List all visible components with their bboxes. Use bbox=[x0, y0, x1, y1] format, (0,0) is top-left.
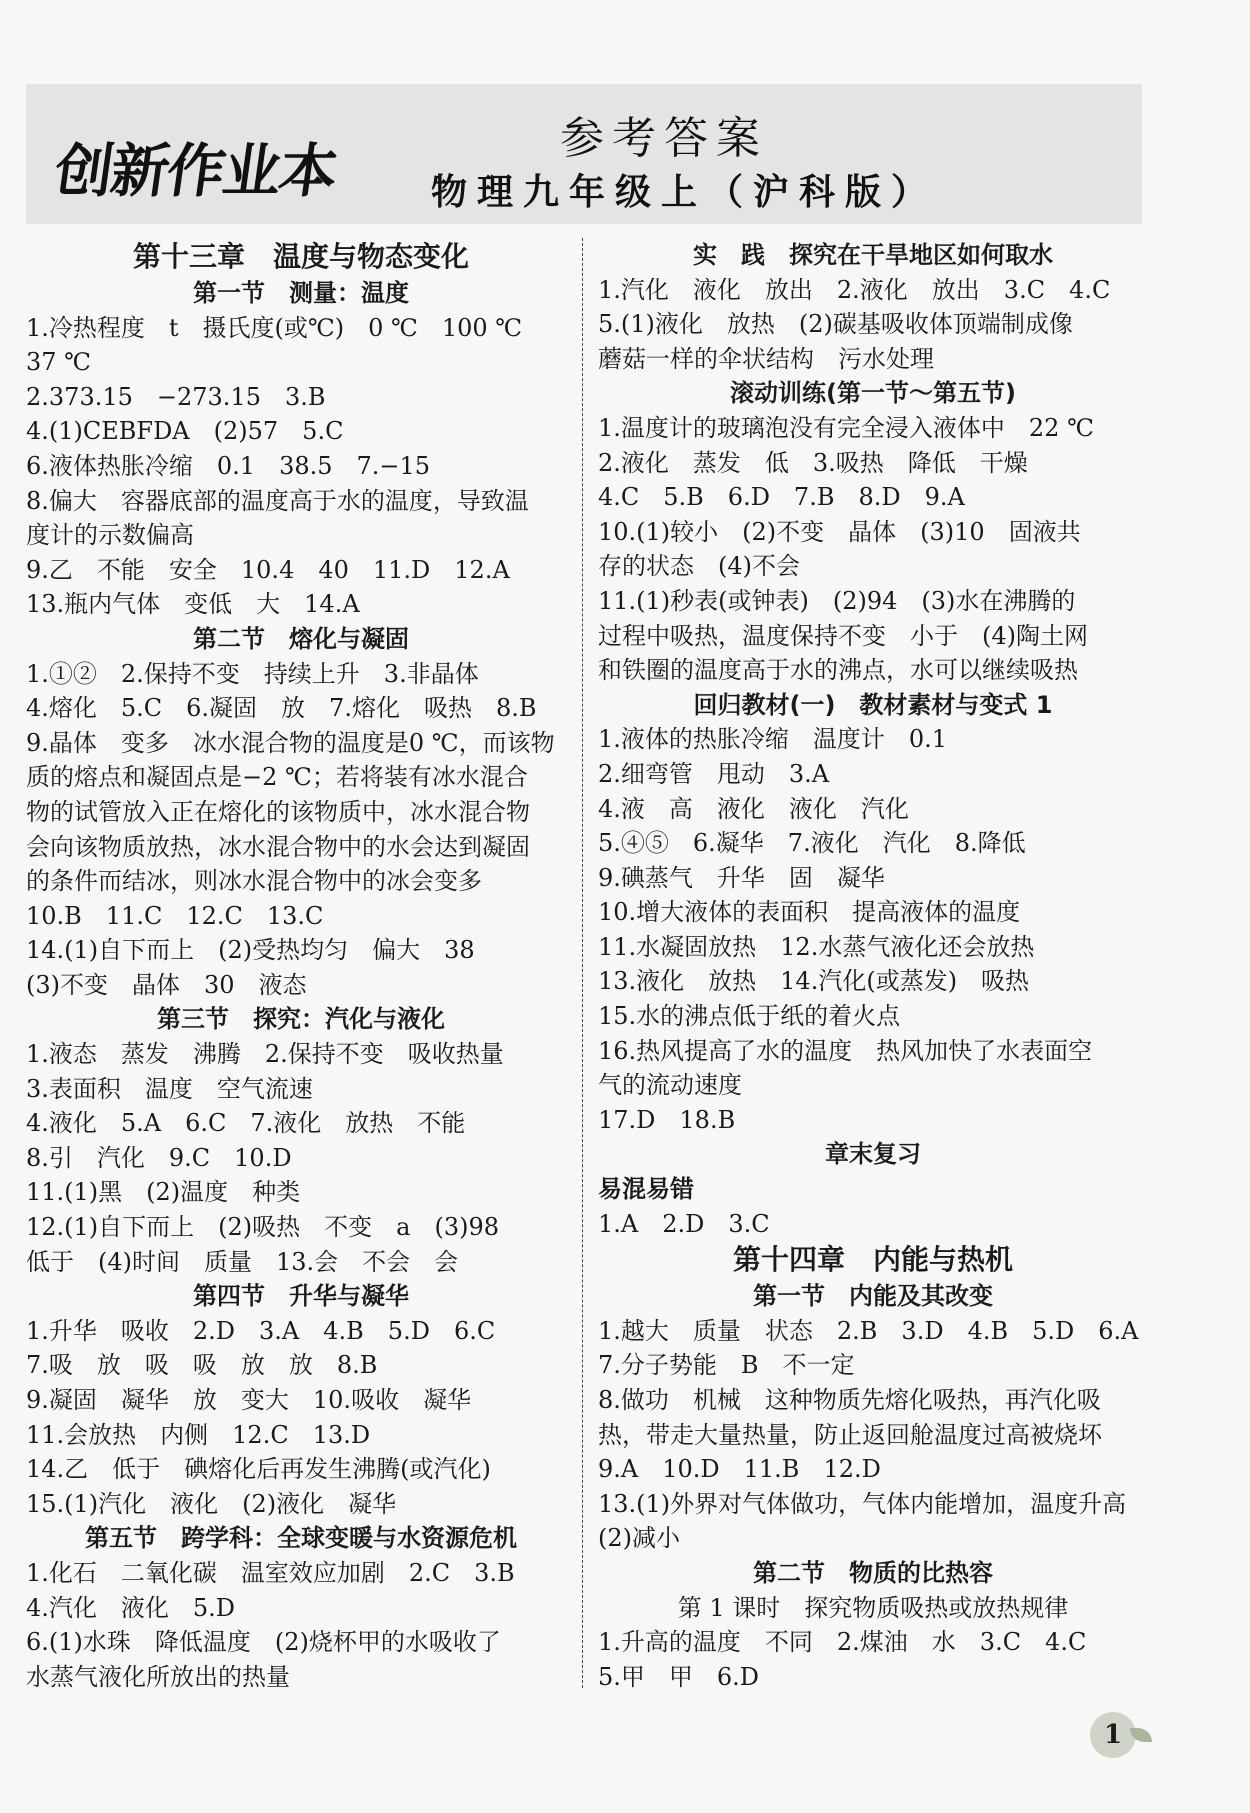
answer-line: 15.(1)汽化 液化 (2)液化 凝华 bbox=[26, 1489, 397, 1518]
answer-line: 9.晶体 变多 冰水混合物的温度是0 ℃，而该物 bbox=[26, 728, 555, 757]
answer-line: 11.(1)黑 (2)温度 种类 bbox=[26, 1178, 301, 1207]
answer-line: 1.A 2.D 3.C bbox=[598, 1209, 770, 1238]
answer-line: 10.增大液体的表面积 提高液体的温度 bbox=[598, 898, 1021, 927]
answer-line: 11.水凝固放热 12.水蒸气液化还会放热 bbox=[598, 932, 1035, 961]
section-heading: 第二节 物质的比热容 bbox=[753, 1558, 993, 1587]
answer-line: 水蒸气液化所放出的热量 bbox=[26, 1662, 290, 1691]
answer-line: 4.液化 5.A 6.C 7.液化 放热 不能 bbox=[26, 1109, 466, 1138]
answer-line: 2.细弯管 甩动 3.A bbox=[598, 759, 830, 788]
answer-line: 4.C 5.B 6.D 7.B 8.D 9.A bbox=[598, 483, 965, 512]
answer-line: 1.冷热程度 t 摄氏度(或℃) 0 ℃ 100 ℃ bbox=[26, 313, 523, 342]
answer-line: 13.瓶内气体 变低 大 14.A bbox=[26, 590, 360, 619]
answer-line: 9.碘蒸气 升华 固 凝华 bbox=[598, 863, 885, 892]
answer-line: 8.引 汽化 9.C 10.D bbox=[26, 1143, 292, 1172]
right-column bbox=[598, 238, 1148, 1694]
answer-line: 1.升高的温度 不同 2.煤油 水 3.C 4.C bbox=[598, 1628, 1087, 1657]
lesson-heading: 第 1 课时 探究物质吸热或放热规律 bbox=[677, 1593, 1069, 1622]
answer-line: 3.表面积 温度 空气流速 bbox=[26, 1074, 313, 1103]
page-subtitle: 物理九年级上（沪科版） bbox=[430, 171, 937, 213]
answer-line: 7.吸 放 吸 吸 放 放 8.B bbox=[26, 1351, 378, 1380]
answer-line: 蘑菇一样的伞状结构 污水处理 bbox=[598, 344, 934, 373]
answer-line: 物的试管放入正在熔化的该物质中，冰水混合物 bbox=[26, 797, 530, 826]
answer-line: 16.热风提高了水的温度 热风加快了水表面空 bbox=[598, 1036, 1093, 1065]
answer-line: 6.液体热胀冷缩 0.1 38.5 7.−15 bbox=[26, 451, 431, 480]
answer-line: 质的熔点和凝固点是−2 ℃；若将装有冰水混合 bbox=[26, 763, 528, 792]
answer-line: 和铁圈的温度高于水的沸点，水可以继续吸热 bbox=[598, 656, 1078, 685]
section-heading: 第二节 熔化与凝固 bbox=[193, 624, 409, 653]
answer-line: 1.①② 2.保持不变 持续上升 3.非晶体 bbox=[26, 659, 479, 688]
answer-line: 11.会放热 内侧 12.C 13.D bbox=[26, 1420, 371, 1449]
section-heading: 第三节 探究：汽化与液化 bbox=[157, 1005, 445, 1034]
answer-line: 8.做功 机械 这种物质先熔化吸热，再汽化吸 bbox=[598, 1386, 1101, 1414]
answer-line: 11.(1)秒表(或钟表) (2)94 (3)水在沸腾的 bbox=[598, 586, 1076, 615]
answer-line: 1.越大 质量 状态 2.B 3.D 4.B 5.D 6.A bbox=[598, 1316, 1139, 1345]
answer-line: 存的状态 (4)不会 bbox=[598, 552, 800, 581]
chapter-heading: 第十三章 温度与物态变化 bbox=[132, 240, 469, 273]
answer-line: 2.液化 蒸发 低 3.吸热 降低 干燥 bbox=[598, 448, 1028, 477]
section-heading: 第一节 内能及其改变 bbox=[753, 1282, 993, 1311]
answer-line: 2.373.15 −273.15 3.B bbox=[26, 382, 326, 411]
answer-line: 12.(1)自下而上 (2)吸热 不变 a (3)98 bbox=[26, 1213, 500, 1242]
answer-line: 4.(1)CEBFDA (2)57 5.C bbox=[26, 417, 344, 446]
answer-line: 4.熔化 5.C 6.凝固 放 7.熔化 吸热 8.B bbox=[26, 694, 537, 723]
answer-line: 会向该物质放热，冰水混合物中的水会达到凝固 bbox=[26, 832, 530, 861]
section-heading: 章末复习 bbox=[825, 1140, 921, 1169]
page-number: 1 bbox=[1090, 1712, 1136, 1758]
answer-line: 15.水的沸点低于纸的着火点 bbox=[598, 1002, 901, 1031]
answer-line: 9.A 10.D 11.B 12.D bbox=[598, 1455, 881, 1484]
answer-line: 5.④⑤ 6.凝华 7.液化 汽化 8.降低 bbox=[598, 829, 1026, 858]
answer-line: 1.液态 蒸发 沸腾 2.保持不变 吸收热量 bbox=[26, 1040, 504, 1069]
answer-line: 17.D 18.B bbox=[598, 1105, 736, 1134]
section-heading: 第一节 测量：温度 bbox=[193, 279, 409, 307]
section-heading: 实 践 探究在干旱地区如何取水 bbox=[693, 241, 1053, 269]
section-heading: 滚动训练(第一节～第五节) bbox=[730, 379, 1016, 408]
answer-line: 5.(1)液化 放热 (2)碳基吸收体顶端制成像 bbox=[598, 310, 1073, 339]
answer-line: 8.偏大 容器底部的温度高于水的温度，导致温 bbox=[26, 486, 529, 515]
section-heading: 回归教材(一) 教材素材与变式 1 bbox=[693, 690, 1053, 719]
answer-line: 37 ℃ bbox=[26, 348, 92, 377]
answer-line: (2)减小 bbox=[598, 1524, 680, 1553]
answer-line: 1.汽化 液化 放出 2.液化 放出 3.C 4.C bbox=[598, 275, 1111, 304]
answer-line: 1.升华 吸收 2.D 3.A 4.B 5.D 6.C bbox=[26, 1316, 496, 1345]
answer-line: 14.乙 低于 碘熔化后再发生沸腾(或汽化) bbox=[26, 1455, 491, 1484]
answer-line: 9.凝固 凝华 放 变大 10.吸收 凝华 bbox=[26, 1386, 472, 1414]
answer-line: 1.液体的热胀冷缩 温度计 0.1 bbox=[598, 725, 948, 754]
answer-line: 过程中吸热，温度保持不变 小于 (4)陶土网 bbox=[598, 621, 1088, 650]
answer-line: (3)不变 晶体 30 液态 bbox=[26, 970, 307, 999]
chapter-heading: 第十四章 内能与热机 bbox=[732, 1243, 1013, 1277]
page-title: 参考答案 bbox=[560, 113, 768, 164]
answer-line: 低于 (4)时间 质量 13.会 不会 会 bbox=[26, 1247, 459, 1276]
section-heading: 第五节 跨学科：全球变暖与水资源危机 bbox=[85, 1524, 517, 1553]
answer-line: 9.乙 不能 安全 10.4 40 11.D 12.A bbox=[26, 555, 510, 584]
section-heading: 第四节 升华与凝华 bbox=[193, 1282, 409, 1311]
answer-line: 10.B 11.C 12.C 13.C bbox=[26, 901, 324, 930]
header-banner bbox=[26, 84, 1142, 224]
answer-line: 7.分子势能 B 不一定 bbox=[598, 1351, 855, 1380]
answer-line: 4.汽化 液化 5.D bbox=[26, 1593, 236, 1622]
brand-logo: 创新作业本 bbox=[50, 137, 341, 205]
subsection-label: 易混易错 bbox=[598, 1175, 694, 1204]
answer-line: 13.(1)外界对气体做功，气体内能增加，温度升高 bbox=[598, 1489, 1127, 1518]
answer-line: 1.温度计的玻璃泡没有完全浸入液体中 22 ℃ bbox=[598, 413, 1094, 442]
answer-line: 气的流动速度 bbox=[598, 1071, 742, 1100]
answer-line: 的条件而结冰，则冰水混合物中的冰会变多 bbox=[26, 867, 482, 896]
answer-line: 13.液化 放热 14.汽化(或蒸发) 吸热 bbox=[598, 967, 1030, 996]
answer-line: 度计的示数偏高 bbox=[26, 521, 194, 550]
answer-line: 4.液 高 液化 液化 汽化 bbox=[598, 794, 909, 823]
answer-line: 6.(1)水珠 降低温度 (2)烧杯甲的水吸收了 bbox=[26, 1628, 501, 1657]
answer-line: 14.(1)自下而上 (2)受热均匀 偏大 38 bbox=[26, 936, 475, 965]
left-column bbox=[26, 238, 576, 1694]
answer-line: 5.甲 甲 6.D bbox=[598, 1662, 760, 1691]
answer-line: 10.(1)较小 (2)不变 晶体 (3)10 固液共 bbox=[598, 517, 1081, 546]
column-divider bbox=[582, 238, 583, 1688]
answer-line: 1.化石 二氧化碳 温室效应加剧 2.C 3.B bbox=[26, 1558, 515, 1587]
answer-line: 热，带走大量热量，防止返回舱温度过高被烧坏 bbox=[598, 1420, 1102, 1449]
